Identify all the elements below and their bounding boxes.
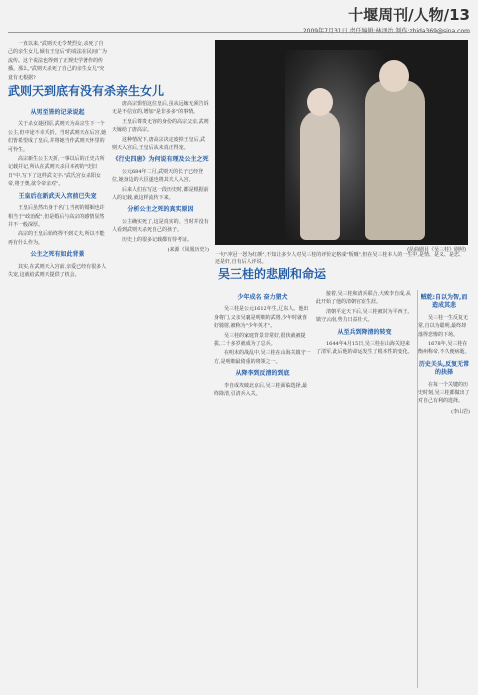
section-heading: 王皇后在新武天入宫前已失宠 — [18, 192, 97, 200]
article1-intro: 一直以来,"武则天无令焚烈女,杀死了自己的亲生女儿,倾有王皇后"的说法在民间广为流传。这个说法也得到了正规史学著作的传播。那么,"武则天杀死了自己的亲生女儿"究竟有无根据? — [8, 41, 107, 81]
paragraph: 王皇后尊贵无容的身份的高宗父亲,武则天嫁给了唐高宗。 — [112, 118, 209, 134]
article2-quote: 一句"冲冠一怒为红颜",不知让多少人对吴三桂的评价定格成"叛贼",但在吴三桂本人的一生中,是情、是义、是忠、还是奸,自有后人评说。 — [215, 252, 464, 265]
article1-headline: 武则天到底有没有杀亲生女儿 — [8, 84, 165, 98]
masthead-title: 十堰周刊/人物/13 — [348, 6, 470, 24]
masthead-rule — [8, 32, 470, 33]
section-heading: 从降李到反清的到底 — [235, 370, 290, 378]
paragraph: 唐高宗惧怕这位皇后,虽从远嫁无须告诉无是不信宜的,增加"是非多多"的事情。 — [112, 101, 209, 116]
paragraph: 王皇后虽然出身于名门,当初的婚姻也许相当于"政治配",但是婚后与高宗的感情显然并不一般深厚。 — [8, 205, 105, 228]
actress-head — [307, 88, 333, 116]
paragraph: 后来人们在写这一段历史时,都是根据前人的记载,就这样流传下来。 — [112, 186, 209, 202]
article1-column1 — [8, 40, 107, 280]
paragraph: 吴三桂是公元1612年生,辽东人。他出身将门,父亲吴襄是明朝的武将,少年时就喜好骑射,被称为"少年英才"。 — [214, 306, 309, 330]
paragraph: 其实,在武则天入宫前,亲爱已经有很多人失宠,这就给武则天提供了机会。 — [8, 263, 107, 278]
section-heading: 少年成名 奋力猎犬 — [237, 294, 288, 301]
paragraph: 李自成攻破北京后,吴三桂面临选择,最终降清,引清兵入关。 — [214, 382, 308, 398]
paragraph: 公元684年二月,武则天的长子已经登位,她身边的大臣遂也将其夫人入宫。 — [112, 168, 204, 184]
paragraph: 吴三桂一生反复无常,自以为聪明,最终却落得悲惨的下场。 — [418, 314, 469, 338]
section-heading: 分析公主之死的真实原因 — [127, 206, 194, 214]
actress-figure — [300, 110, 340, 240]
section-heading: 贼乾:自以为智,而造成其悲 — [420, 294, 468, 310]
photo-caption: (昆曲剧目《吴三桂》剧照) — [407, 247, 466, 253]
section-heading: 从至兵到降清的转变 — [337, 328, 392, 336]
section-heading: 从男至皆的记录说起 — [30, 109, 85, 117]
paragraph: 高宗新生公主天折,一事以后的正史古所记载并记,所认在武则天杀目本初的"史旧日"中,写下了这样武文字:"武氏宫女杀阳女帝,将于奥,欲令帝亲对"。 — [8, 156, 105, 188]
paragraph: 1678年,吴三桂在衡州称帝,不久便病逝。 — [418, 341, 470, 356]
masthead — [303, 4, 470, 35]
article2-column1 — [214, 290, 311, 399]
article2-column3 — [418, 290, 470, 416]
opera-photo — [215, 40, 468, 245]
article2-author: (李山岩) — [451, 408, 470, 415]
actor-figure — [365, 80, 425, 240]
paragraph: 在每一个关键的历史时刻,吴三桂都做出了对自己有利的选择。 — [418, 381, 470, 405]
article2-headline: 吴三桂的悲剧和命运 — [218, 267, 327, 281]
paragraph: 这种情况下,唐高宗决定废掉王皇后,武则天入宫后,王皇后从未真正得宠。 — [112, 136, 206, 152]
paragraph: 高宗的王皇后始终得不到丈夫,所以不能再有什么作为。 — [8, 231, 105, 246]
article1-author: (来源《凤凰历史》) — [167, 247, 209, 254]
actor-head — [379, 60, 409, 92]
paragraph: 吴三桂的家庭背景非常好,很快就被提拔,二十多岁就成为了总兵。 — [214, 332, 306, 348]
paragraph: 关于杀女谜团原,武则天为高宗生下一个公主,但中途不幸夭折。当时武则天在后宫,她们皆希望成了皇后,并将她当作武则天怀里的可怜生。 — [8, 121, 107, 153]
masthead-info: 2009年7月31日 责任编辑:林泽治 制作:zhida369@sina.com — [302, 28, 470, 35]
paragraph: 接着,吴三桂和清兵联合,大败李自成,从此开始了他的清朝官宦生涯。 — [316, 291, 411, 306]
section-heading: 历史关头,反复无常的抉择 — [418, 360, 470, 377]
paragraph: 1644年4月15日,吴三桂在山海关迎来了清军,此后他的命运发生了根本性的变化。 — [316, 341, 413, 356]
paragraph: 公主确实死了,这是真实的。当时并没有人看到武则天杀死自己的孩子。 — [112, 218, 209, 234]
section-heading: 公主之死有如此背景 — [30, 251, 85, 259]
paragraph: 历史上的很多记载都有待考证。 — [122, 236, 193, 243]
paragraph: 在明末的战乱中,吴三桂在山海关镇守一方,是明朝最倚重的将领之一。 — [214, 350, 311, 365]
section-heading: 《行史四唐》为何说有理及公主之死 — [112, 156, 209, 164]
paragraph: 清朝平定天下后,吴三桂被封为平西王,镇守云南,势力日益壮大。 — [316, 308, 410, 324]
article2-column2 — [316, 290, 413, 358]
article1-column2 — [112, 40, 209, 255]
